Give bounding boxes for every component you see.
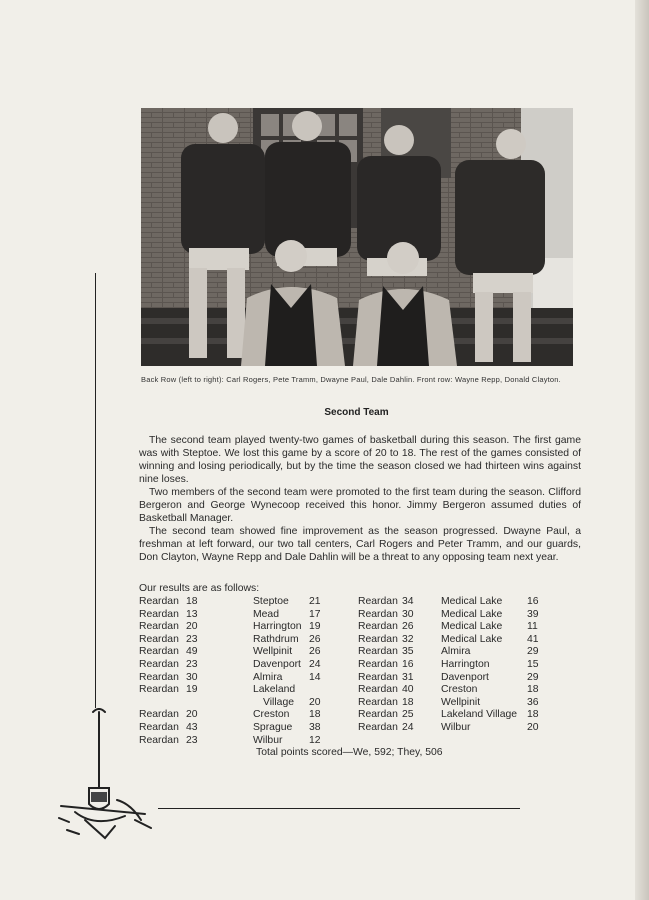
shovel-pick-icon xyxy=(55,708,160,853)
opponent-score: 14 xyxy=(309,671,321,683)
result-row xyxy=(358,672,558,685)
team-score: 16 xyxy=(402,658,414,670)
opponent-name: Steptoe xyxy=(253,596,289,607)
team-name: Reardan xyxy=(358,671,398,683)
result-row xyxy=(358,709,558,722)
result-row xyxy=(358,609,558,622)
team-score: 20 xyxy=(186,621,198,633)
result-row xyxy=(358,634,558,647)
opponent-score: 19 xyxy=(309,621,321,633)
opponent-score: 15 xyxy=(527,658,539,670)
team-name: Reardan xyxy=(139,608,179,620)
opponent-name: Wilbur xyxy=(253,734,283,746)
opponent-name: Davenport xyxy=(253,658,301,670)
opponent-score: 18 xyxy=(527,709,539,721)
result-row xyxy=(139,709,349,722)
team-name: Reardan xyxy=(139,734,179,746)
team-score: 31 xyxy=(402,671,414,683)
opponent-name: Rathdrum xyxy=(253,633,299,645)
team-score: 24 xyxy=(402,721,414,733)
team-name: Reardan xyxy=(358,684,398,696)
team-score: 18 xyxy=(402,696,414,708)
opponent-name: Harrington xyxy=(441,658,490,670)
team-photo xyxy=(141,108,573,366)
team-score: 25 xyxy=(402,709,414,721)
team-score: 20 xyxy=(186,709,198,721)
opponent-score: 17 xyxy=(309,608,321,620)
team-score: 23 xyxy=(186,734,198,746)
team-name: Reardan xyxy=(358,646,398,658)
team-score: 13 xyxy=(186,608,198,620)
opponent-score: 18 xyxy=(309,709,321,721)
opponent-score: 38 xyxy=(309,721,321,733)
page-edge xyxy=(635,0,649,900)
decorative-vertical-rule xyxy=(95,273,96,708)
opponent-score: 26 xyxy=(309,646,321,658)
opponent-name: Lakeland Village xyxy=(441,709,518,721)
team-name: Reardan xyxy=(358,621,398,633)
section-title: Second Team xyxy=(324,407,389,418)
result-row xyxy=(139,722,349,735)
opponent-score: 21 xyxy=(309,596,321,607)
team-name: Reardan xyxy=(358,608,398,620)
article-body xyxy=(139,434,581,564)
result-row xyxy=(139,659,349,672)
opponent-score: 39 xyxy=(527,608,539,620)
team-score: 43 xyxy=(186,721,198,733)
team-name: Reardan xyxy=(139,671,179,683)
result-row xyxy=(358,646,558,659)
team-name: Reardan xyxy=(139,621,179,633)
team-score: 40 xyxy=(402,684,414,696)
results-right-column xyxy=(358,596,558,735)
opponent-name: Davenport xyxy=(441,671,489,683)
opponent-score: 24 xyxy=(309,658,321,670)
opponent-name: Wellpinit xyxy=(253,646,293,658)
opponent-name: Lakeland xyxy=(253,684,296,696)
team-name: Reardan xyxy=(139,684,179,696)
results-intro: Our results are as follows: xyxy=(139,583,260,594)
result-row xyxy=(139,697,349,710)
result-row xyxy=(358,684,558,697)
team-name: Reardan xyxy=(139,721,179,733)
opponent-name: Almira xyxy=(441,646,471,658)
team-name: Reardan xyxy=(358,709,398,721)
result-row xyxy=(139,621,349,634)
team-name: Reardan xyxy=(139,658,179,670)
total-points: Total points scored—We, 592; They, 506 xyxy=(256,747,443,758)
paragraph: The second team played twenty-two games of basketball during this season. The first game was with Steptoe. We lost this game by a score of 20 to 18. The rest of the games consisted of winning and losing periodically, but by the time the season closed we had thirteen wins against nine loses. xyxy=(139,435,581,485)
result-row xyxy=(358,621,558,634)
team-score: 49 xyxy=(186,646,198,658)
team-name: Reardan xyxy=(139,633,179,645)
team-score: 32 xyxy=(402,633,414,645)
result-row xyxy=(358,697,558,710)
team-score: 34 xyxy=(402,596,414,607)
team-score: 19 xyxy=(186,684,198,696)
team-score: 18 xyxy=(186,596,198,607)
opponent-name: Creston xyxy=(253,709,290,721)
paragraph: The second team showed fine improvement as the season progressed. Dwayne Paul, a freshman at left forward, our two tall centers, Carl Rogers and Peter Tramm, and our guards, Don Clayton, Wayne Repp and Dale Dahlin will be a threat to any opposing team next year. xyxy=(139,526,581,563)
team-score: 30 xyxy=(402,608,414,620)
opponent-name: Medical Lake xyxy=(441,621,503,633)
results-left-column xyxy=(139,596,349,747)
opponent-score: 29 xyxy=(527,671,539,683)
result-row xyxy=(358,659,558,672)
opponent-name: Harrington xyxy=(253,621,302,633)
opponent-name: Village xyxy=(263,696,295,708)
result-row xyxy=(139,735,349,748)
opponent-name: Wilbur xyxy=(441,721,471,733)
team-score: 23 xyxy=(186,658,198,670)
result-row xyxy=(139,634,349,647)
opponent-name: Creston xyxy=(441,684,478,696)
team-score: 26 xyxy=(402,621,414,633)
result-row xyxy=(139,684,349,697)
opponent-score: 26 xyxy=(309,633,321,645)
team-name: Reardan xyxy=(358,721,398,733)
opponent-score: 12 xyxy=(309,734,321,746)
team-name: Reardan xyxy=(358,633,398,645)
paragraph: Two members of the second team were promoted to the first team during the season. Clifford Bergeron and George Wynecoop received this honor. Jimmy Bergeron assumed duties of Basketball Manager. xyxy=(139,487,581,524)
opponent-name: Almira xyxy=(253,671,283,683)
result-row xyxy=(139,646,349,659)
opponent-name: Wellpinit xyxy=(441,696,481,708)
opponent-score: 11 xyxy=(527,621,538,633)
opponent-score: 29 xyxy=(527,646,539,658)
opponent-score: 20 xyxy=(527,721,539,733)
result-row xyxy=(139,672,349,685)
team-name: Reardan xyxy=(139,709,179,721)
opponent-score: 41 xyxy=(527,633,539,645)
result-row xyxy=(139,596,349,609)
opponent-name: Sprague xyxy=(253,721,293,733)
opponent-score: 18 xyxy=(527,684,539,696)
opponent-score: 36 xyxy=(527,696,539,708)
team-score: 30 xyxy=(186,671,198,683)
opponent-score: 16 xyxy=(527,596,539,607)
photo-caption: Back Row (left to right): Carl Rogers, Pete Tramm, Dwayne Paul, Dale Dahlin. Front row: Wayne Repp, Donald Clayton. xyxy=(141,375,561,384)
opponent-name: Mead xyxy=(253,608,279,620)
decorative-horizontal-rule xyxy=(158,808,520,809)
opponent-name: Medical Lake xyxy=(441,633,503,645)
opponent-score: 20 xyxy=(309,696,321,708)
opponent-name: Medical Lake xyxy=(441,608,503,620)
team-name: Reardan xyxy=(139,596,179,607)
team-name: Reardan xyxy=(358,596,398,607)
team-score: 35 xyxy=(402,646,414,658)
result-row xyxy=(358,722,558,735)
team-score: 23 xyxy=(186,633,198,645)
opponent-name: Medical Lake xyxy=(441,596,503,607)
result-row xyxy=(139,609,349,622)
team-name: Reardan xyxy=(139,646,179,658)
result-row xyxy=(358,596,558,609)
team-name: Reardan xyxy=(358,696,398,708)
team-name: Reardan xyxy=(358,658,398,670)
